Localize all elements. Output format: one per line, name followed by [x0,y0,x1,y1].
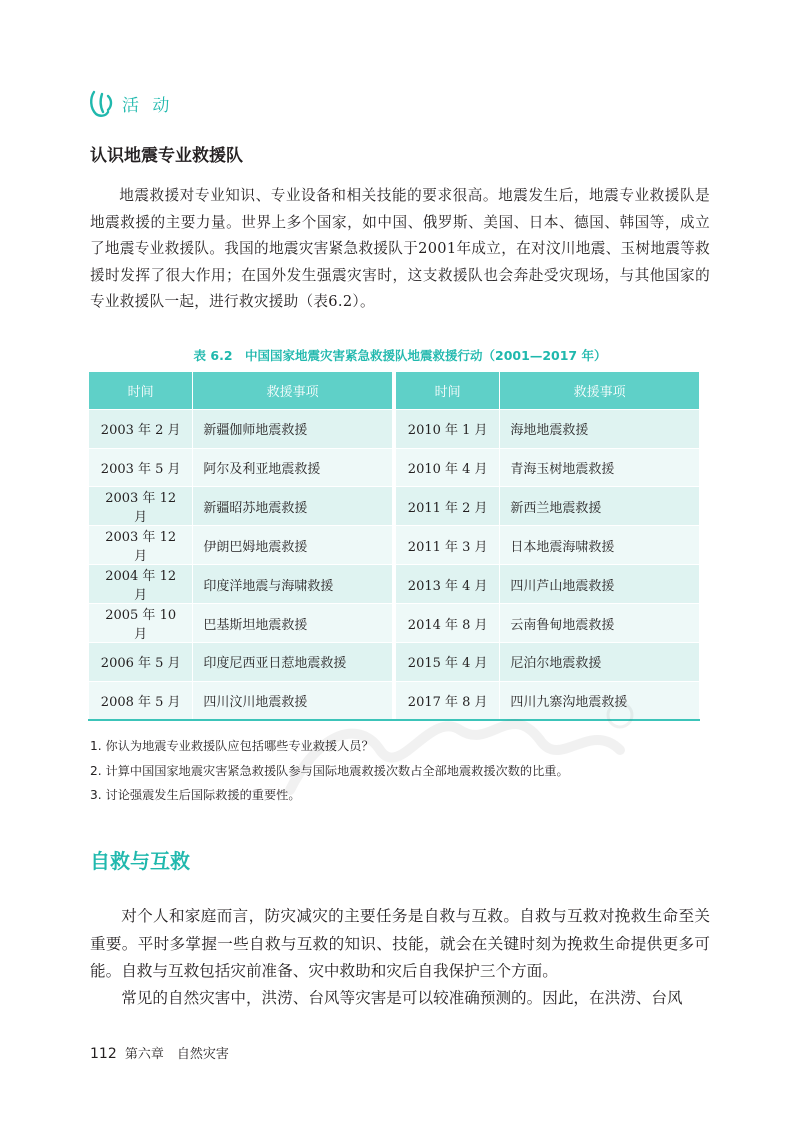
event-cell: 海地地震救援 [500,410,700,449]
question-item: 2. 计算中国国家地震灾害紧急救援队参与国际地震救援次数占全部地震救援次数的比重。 [90,763,569,778]
time-cell: 2015 年 4 月 [396,643,500,682]
table-row [89,487,700,526]
event-cell: 新疆伽师地震救援 [193,410,393,449]
table-row [89,526,700,565]
question-item: 3. 讨论强震发生后国际救援的重要性。 [90,788,301,802]
header-event-left: 救援事项 [193,372,393,410]
time-cell: 2013 年 4 月 [396,565,500,604]
event-cell: 尼泊尔地震救援 [500,643,700,682]
time-cell: 2003 年 2 月 [89,410,193,449]
time-cell: 2003 年 12 月 [89,487,193,526]
time-cell: 2006 年 5 月 [89,643,193,682]
intro-paragraph: 地震救援对专业知识、专业设备和相关技能的要求很高。地震发生后，地震专业救援队是地震救援的主要力量。世界上多个国家，如中国、俄罗斯、美国、日本、德国、韩国等，成立了地震专业救援队。我国的地震灾害紧急救援队于2001年成立，在对汶川地震、玉树地震等救援时发挥了很大作用；在国外发生强震灾害时，这支救援队也会奔赴受灾现场，与其他国家的专业救援队一起，进行救灾援助（表6.2）。 [90,187,710,310]
event-cell: 四川九寨沟地震救援 [500,681,700,720]
time-cell: 2010 年 1 月 [396,410,500,449]
chapter-label: 第六章 自然灾害 [124,1047,229,1062]
time-cell: 2005 年 10 月 [89,604,193,643]
event-cell: 云南鲁甸地震救援 [500,604,700,643]
page-number: 112 [90,1046,117,1062]
time-cell: 2008 年 5 月 [89,681,193,720]
table-caption: 表 6.2 中国国家地震灾害紧急救援队地震救援行动（2001—2017 年） [193,348,607,363]
table-row [89,410,700,449]
event-cell: 青海玉树地震救援 [500,448,700,487]
time-cell: 2014 年 8 月 [396,604,500,643]
event-cell: 新疆昭苏地震救援 [193,487,393,526]
activity-header [86,86,173,120]
time-cell: 2004 年 12 月 [89,565,193,604]
event-cell: 巴基斯坦地震救援 [193,604,393,643]
table-header-row [89,372,700,410]
activity-title: 认识地震专业救援队 [90,146,243,166]
table-row [89,643,700,682]
time-cell: 2011 年 3 月 [396,526,500,565]
event-cell: 阿尔及利亚地震救援 [193,448,393,487]
event-cell: 新西兰地震救援 [500,487,700,526]
event-cell: 日本地震海啸救援 [500,526,700,565]
time-cell: 2011 年 2 月 [396,487,500,526]
table-row [89,565,700,604]
body-paragraph: 对个人和家庭而言，防灾减灾的主要任务是自救与互救。自救与互救对挽救生命至关重要。平时多掌握一些自救与互救的知识、技能，就会在关键时刻为挽救生命提供更多可能。自救与互救包括灾前准备、灾中救助和灾后自我保护三个方面。 [90,907,710,980]
time-cell: 2010 年 4 月 [396,448,500,487]
header-time-left: 时间 [89,372,193,410]
activity-leaf-icon [86,88,116,118]
time-cell: 2003 年 5 月 [89,448,193,487]
page-footer [90,1043,229,1062]
header-time-right: 时间 [396,372,500,410]
event-cell: 伊朗巴姆地震救援 [193,526,393,565]
discussion-questions [90,734,710,808]
table-row [89,604,700,643]
table-row [89,448,700,487]
event-cell: 四川汶川地震救援 [193,681,393,720]
event-cell: 四川芦山地震救援 [500,565,700,604]
question-item: 1. 你认为地震专业救援队应包括哪些专业救援人员？ [90,739,374,753]
activity-label: 活 动 [122,95,174,116]
event-cell: 印度洋地震与海啸救援 [193,565,393,604]
section-heading: 自救与互救 [90,849,190,873]
time-cell: 2017 年 8 月 [396,681,500,720]
event-cell: 印度尼西亚日惹地震救援 [193,643,393,682]
rescue-table [88,372,700,721]
body-paragraph: 常见的自然灾害中，洪涝、台风等灾害是可以较准确预测的。因此，在洪涝、台风 [121,989,683,1007]
header-event-right: 救援事项 [500,372,700,410]
time-cell: 2003 年 12 月 [89,526,193,565]
